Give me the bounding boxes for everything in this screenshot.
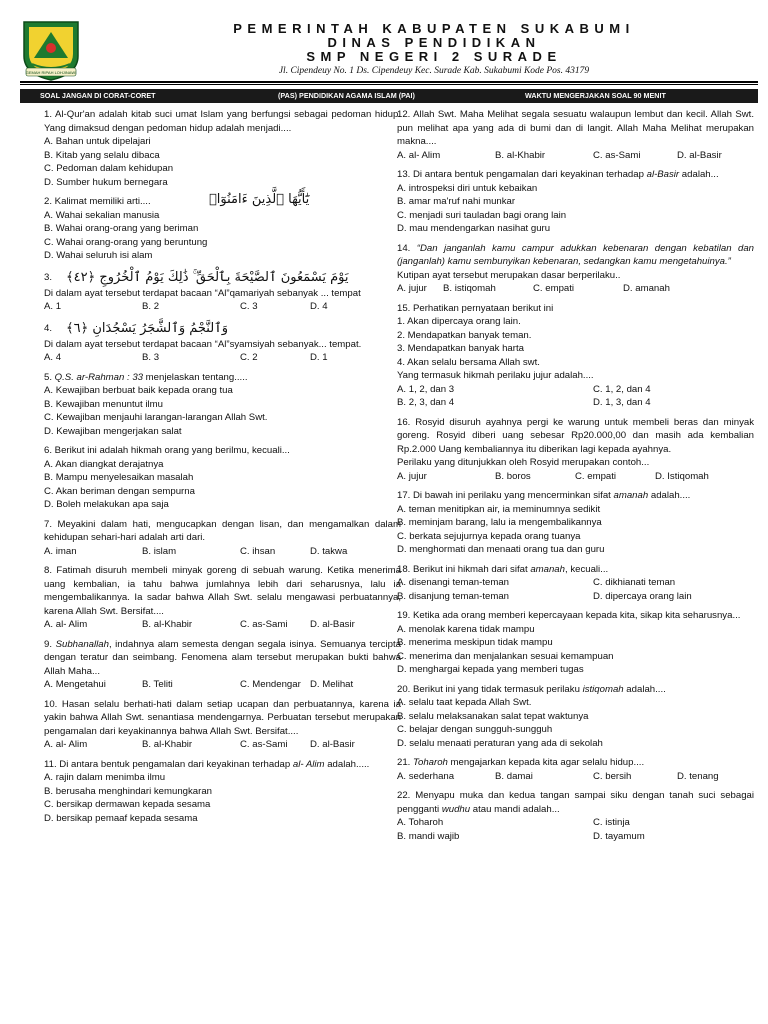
option-d[interactable]: D. al-Basir [310,739,355,750]
option-c[interactable]: C. empati [533,283,575,294]
arabic-verse: يَٰٓأَيُّهَا ٱلَّذِينَ ءَامَنُوٓا۟ [209,192,310,207]
option-a[interactable]: A. 1 [44,301,62,312]
bar-subject: (PAS) PENDIDIKAN AGAMA ISLAM (PAI) [278,91,415,100]
question-14 [397,242,754,296]
option-a[interactable]: A. Kewajiban berbuat baik kepada orang tua [44,385,233,396]
option-d[interactable]: D. 1 [310,352,328,363]
question-stem: 2. Kalimat memiliki arti.... [44,196,151,207]
option-c[interactable]: C. 3 [240,301,258,312]
question-15 [397,302,754,410]
exam-info-bar [20,89,758,103]
option-c[interactable]: C. Akan beriman dengan sempurna [44,485,195,497]
question-stem: 21. Toharoh mengajarkan kepada kita agar selalu hidup.... [397,757,645,768]
option-b[interactable]: B. al-Khabir [495,149,546,161]
question-number: 3. [44,271,53,283]
header-divider [20,81,758,83]
option-d[interactable]: D. selalu menaati peraturan yang ada di sekolah [397,737,603,749]
option-d[interactable]: D. menghormati dan menaati orang tua dan guru [397,544,605,555]
question-stem: Di dalam ayat tersebut terdapat bacaan “Al”syamsiyah sebanyak... tempat. [44,338,362,350]
question-stem: 9. Subhanallah, indahnya alam semesta dengan segala isinya. Semuanya tercipta dengan teratur dan seimbang. Fenomena alam tersebut merupakan bukti bahwa Allah Maha... [44,638,401,677]
question-5 [44,371,401,439]
question-17 [397,489,754,557]
option-c[interactable]: C. as-Sami [240,619,288,630]
option-d[interactable]: D. 1, 3, dan 4 [593,397,651,408]
bar-time-limit: WAKTU MENGERJAKAN SOAL 90 MENIT [525,91,666,100]
option-c[interactable]: C. ihsan [240,545,276,557]
question-6 [44,444,401,512]
option-c[interactable]: C. Pedoman dalam kehidupan [44,163,174,174]
question-7 [44,518,401,559]
surah-reference: Q.S. ar-Rahman : 33 [54,371,144,383]
option-a[interactable]: A. menolak karena tidak mampu [397,623,535,635]
option-c[interactable]: C. Wahai orang-orang yang beruntung [44,236,208,248]
question-stem: 16. Rosyid disuruh ayahnya pergi ke warung untuk membeli beras dan minyak goreng. Rosyid diberi uang sebesar Rp20.000,00 dan masih ada kembalian Rp.2.000 Uang kembaliannya itu diberikan lagi kepada ayahnya. [397,416,754,455]
option-a[interactable]: A. iman [44,545,77,557]
option-d[interactable]: D. takwa [310,545,348,557]
option-d[interactable]: D. 4 [310,301,328,312]
option-d[interactable]: D. Wahai seluruh isi alam [44,250,153,261]
option-b[interactable]: B. al-Khabir [142,619,193,630]
question-3 [44,269,401,314]
verse-quote: “Dan janganlah kamu campur adukkan kebenaran dengan kebatilan dan (janganlah) kamu sembunyikan kebenaran, sedangkan kamu mengetahuinya.” [397,242,754,267]
option-b[interactable]: B. Kewajiban menuntut ilmu [44,398,163,410]
question-22 [397,789,754,843]
question-13 [397,168,754,236]
option-d[interactable]: D. Kewajiban mengerjakan salat [44,425,182,437]
option-d[interactable]: D. tayamum [593,830,645,842]
school-title: SMP NEGERI 2 SURADE [306,49,562,64]
option-c[interactable]: C. dikhianati teman [593,577,676,588]
option-d[interactable]: D. bersikap pemaaf kepada sesama [44,812,198,824]
option-d[interactable]: D. al-Basir [677,149,722,161]
statement-4: 4. Akan selalu bersama Allah swt. [397,356,540,368]
option-b[interactable]: B. Teliti [142,679,173,690]
question-stem: 8. Fatimah disuruh membeli minyak goreng di sebuah warung. Ketika menerima uang kembalian, ia tahu bahwa jumlahnya lebih dari seharusnya, lalu ia mengembalikannya. Ia sadar bahwa Allah Swt. selalu mengawasi perbuatannya, karena Allah Swt. Bersifat.... [44,565,401,617]
option-a[interactable]: A. 1, 2, dan 3 [397,383,455,395]
option-d[interactable]: D. al-Basir [310,619,355,630]
option-b[interactable]: B. meminjam barang, lalu ia mengembalikannya [397,517,602,528]
statement-1: 1. Akan dipercaya orang lain. [397,316,521,327]
arabic-verse: وَٱلنَّجْمُ وَٱلشَّجَرُ يَسْجُدَانِ ﴿٦﴾ [66,320,229,336]
question-stem: 10. Hasan selalu berhati-hati dalam setiap ucapan dan perbuatannya, karena ia yakin bahwa Allah Swt. senantiasa mendengarnya. Perbuatan tersebut merupakan pengamalan dari keyakinannya bahwa Allah Swt. Bersifat.... [44,698,401,737]
option-c[interactable]: C. menerima dan menjalankan sesuai kemampuan [397,650,614,662]
option-c[interactable]: C. Kewajiban menjauhi larangan-larangan Allah Swt. [44,412,268,423]
option-d[interactable]: D. Istiqomah [655,470,709,482]
question-stem: 1. Al-Qur'an adalah kitab suci umat Islam yang berfungsi sebagai pedoman hidup. Yang dimaksud dengan pedoman hidup adalah menjadi.... [44,109,401,134]
right-column [397,108,754,849]
option-a[interactable]: A. teman menitipkan air, ia meminumnya sedikit [397,503,601,515]
option-b[interactable]: B. boros [495,470,531,482]
option-b[interactable]: B. al-Khabir [142,739,193,750]
question-18 [397,563,754,604]
question-stem: 13. Di antara bentuk pengamalan dari keyakinan terhadap al-Basir adalah... [397,169,719,180]
option-a[interactable]: A. Bahan untuk dipelajari [44,136,151,147]
option-a[interactable]: A. selalu taat kepada Allah Swt. [397,697,532,708]
option-a[interactable]: A. rajin dalam menimba ilmu [44,772,166,783]
option-a[interactable]: A. al- Alim [44,619,88,630]
arabic-verse: يَوْمَ يَسْمَعُونَ ٱلصَّيْحَةَ بِٱلْحَقِّ ۚ ذَٰلِكَ يَوْمُ ٱلْخُرُوجِ ﴿٤٢﴾ [66,269,349,285]
option-b[interactable]: B. mandi wajib [397,830,460,842]
option-a[interactable]: A. Akan diangkat derajatnya [44,458,164,470]
option-a[interactable]: A. jujur [397,283,427,294]
option-a[interactable]: A. al- Alim [397,149,441,161]
option-c[interactable]: C. 1, 2, dan 4 [593,383,651,395]
option-b[interactable]: B. 2 [142,301,160,312]
question-1 [44,108,401,189]
question-8 [44,564,401,632]
option-c[interactable]: C. istinja [593,817,630,828]
option-d[interactable]: D. menghargai kepada yang memberi tugas [397,664,584,675]
question-stem: Di dalam ayat tersebut terdapat bacaan “Al”qamariyah sebanyak ... tempat [44,287,361,299]
question-stem: 7. Meyakini dalam hati, mengucapkan dengan lisan, dan mengamalkan dalam kehidupan sehari-hari adalah arti dari. [44,518,401,543]
option-d[interactable]: D. dipercaya orang lain [593,590,692,602]
question-stem: 20. Berikut ini yang tidak termasuk perilaku istiqomah adalah.... [397,683,666,695]
question-21 [397,756,754,783]
school-address: Jl. Cipendeuy No. 1 Ds. Cipendeuy Kec. Surade Kab. Sukabumi Kode Pos. 43179 [278,66,590,76]
question-11 [44,758,401,826]
question-number: 4. [44,322,53,334]
left-column [44,108,401,831]
option-d[interactable]: D. Sumber hukum bernegara [44,176,168,188]
department-title: DINAS PENDIDIKAN [327,35,541,50]
question-prompt: Kutipan ayat tersebut merupakan dasar berperilaku.. [397,269,621,281]
question-stem: 11. Di antara bentuk pengamalan dari keyakinan terhadap al- Alim adalah..... [44,758,370,770]
question-16 [397,416,754,484]
option-a[interactable]: A. al- Alim [44,739,88,750]
option-c[interactable]: C. empati [575,470,617,482]
statement-2: 2. Mendapatkan banyak teman. [397,329,532,341]
question-stem: 18. Berikut ini hikmah dari sifat amanah, kecuali... [397,563,609,575]
option-a[interactable]: A. jujur [397,470,427,482]
option-b[interactable]: B. 2, 3, dan 4 [397,397,455,408]
option-c[interactable]: C. as-Sami [593,149,641,161]
option-b[interactable]: B. Mampu menyelesaikan masalah [44,472,194,483]
option-b[interactable]: B. Wahai orang-orang yang beriman [44,223,199,234]
statement-3: 3. Mendapatkan banyak harta [397,343,524,354]
option-c[interactable]: C. belajar dengan sungguh-sungguh [397,724,553,735]
option-b[interactable]: B. berusaha menghindari kemungkaran [44,785,212,797]
option-b[interactable]: B. Kitab yang selalu dibaca [44,149,160,161]
option-a[interactable]: A. 4 [44,352,62,363]
bar-instruction: SOAL JANGAN DI CORAT-CORET [40,91,156,100]
option-c[interactable]: C. Mendengar [240,679,301,690]
question-9 [44,638,401,692]
government-title: PEMERINTAH KABUPATEN SUKABUMI [233,21,635,36]
option-c[interactable]: C. berkata sejujurnya kepada orang tuanya [397,530,581,542]
question-12 [397,108,754,162]
option-b[interactable]: B. menerima meskipun tidak mampu [397,637,553,648]
logo-motto: GEMAH RIPAH LOHJINAWI [25,70,77,75]
question-stem: 17. Di bawah ini perilaku yang mencerminkan sifat amanah adalah.... [397,490,691,501]
option-b[interactable]: B. islam [142,545,177,557]
option-b[interactable]: B. istiqomah [443,283,496,294]
option-d[interactable]: D. Boleh melakukan apa saja [44,499,169,510]
option-d[interactable]: D. amanah [623,283,670,294]
option-c[interactable]: C. bersikap dermawan kepada sesama [44,799,211,810]
option-b[interactable]: B. 3 [142,352,160,363]
question-stem: 22. Menyapu muka dan kedua tangan sampai siku dengan tanah suci sebagai pengganti wudhu atau mandi adalah... [397,790,754,815]
question-4 [44,320,401,365]
option-a[interactable]: A. Toharoh [397,817,444,828]
option-d[interactable]: D. mau mendengarkan nasihat guru [397,223,551,234]
question-prompt: Yang termasuk hikmah perilaku jujur adalah.... [397,370,594,381]
question-stem: 6. Berikut ini adalah hikmah orang yang berilmu, kecuali... [44,445,290,456]
regency-emblem-logo [20,18,82,82]
option-a[interactable]: A. disenangi teman-teman [397,577,509,588]
option-a[interactable]: A. Mengetahui [44,679,106,690]
option-a[interactable]: A. sederhana [397,770,455,782]
option-b[interactable]: B. amar ma'ruf nahi munkar [397,196,516,207]
question-stem: 12. Allah Swt. Maha Melihat segala sesuatu walaupun lembut dan kecil. Allah Swt. pun melihat apa yang ada di bumi dan di langit. Allah Maha Melihat merupakan makna.... [397,109,754,147]
option-b[interactable]: B. damai [495,770,533,782]
option-b[interactable]: B. disanjung teman-teman [397,590,509,602]
question-20 [397,683,754,751]
option-a[interactable]: A. introspeksi diri untuk kebaikan [397,182,538,194]
option-c[interactable]: C. bersih [593,770,632,782]
question-10 [44,698,401,752]
option-b[interactable]: B. selalu melaksanakan salat tepat waktunya [397,710,589,722]
option-c[interactable]: C. 2 [240,352,258,363]
question-stem: 19. Ketika ada orang memberi kepercayaan kepada kita, sikap kita seharusnya... [397,610,741,621]
question-stem: 15. Perhatikan pernyataan berikut ini [397,302,554,314]
question-19 [397,609,754,677]
question-stem: 5. Q.S. ar-Rahman : 33 menjelaskan tentang..... [44,371,248,383]
option-d[interactable]: D. tenang [677,770,719,782]
header-divider-thin [20,84,758,85]
letterhead [0,0,768,86]
question-prompt: Perilaku yang ditunjukkan oleh Rosyid merupakan contoh... [397,457,650,468]
option-d[interactable]: D. Melihat [310,679,354,690]
option-a[interactable]: A. Wahai sekalian manusia [44,209,160,221]
option-c[interactable]: C. menjadi suri tauladan bagi orang lain [397,209,567,221]
question-stem: 14. “Dan janganlah kamu campur adukkan kebenaran dengan kebatilan dan (janganlah) kamu sembunyikan kebenaran, sedangkan kamu mengetahuinya.” [397,242,754,267]
option-c[interactable]: C. as-Sami [240,739,288,750]
question-2 [44,192,401,263]
